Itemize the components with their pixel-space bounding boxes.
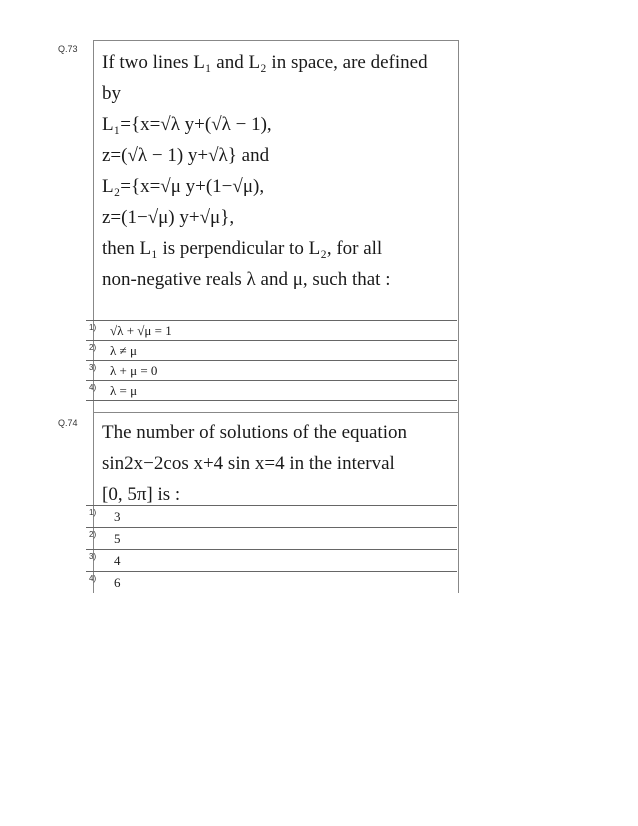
question-line: non-negative reals λ and μ, such that : [102, 269, 391, 290]
question-text [94, 41, 458, 299]
option-number: 3) [89, 552, 97, 561]
option-text: λ + μ = 0 [110, 363, 158, 378]
option-number: 2) [89, 343, 97, 352]
option-row[interactable] [86, 571, 457, 593]
option-number: 4) [89, 574, 97, 583]
question-text [94, 413, 458, 514]
option-text: 5 [114, 531, 121, 546]
question-line: by [102, 83, 121, 104]
option-text: λ ≠ μ [110, 343, 137, 358]
option-row[interactable] [86, 505, 457, 528]
question-line: sin2x−2cos x+4 sin x=4 in the interval [102, 453, 395, 474]
question-line: L₁={x=√λ y+(√λ − 1), [102, 114, 272, 135]
option-number: 3) [89, 363, 97, 372]
option-row[interactable] [86, 320, 457, 341]
question-line: z=(√λ − 1) y+√λ} and [102, 145, 270, 166]
option-text: √λ + √μ = 1 [110, 323, 172, 338]
question-line: then L₁ is perpendicular to L₂, for all [102, 238, 383, 259]
question-line: The number of solutions of the equation [102, 422, 407, 443]
option-text: 4 [114, 553, 121, 568]
question-number: Q.73 [58, 44, 78, 54]
options-list [86, 505, 457, 593]
question-line: [0, 5π] is : [102, 484, 181, 505]
option-number: 1) [89, 508, 97, 517]
option-row[interactable] [86, 380, 457, 401]
option-row[interactable] [86, 360, 457, 381]
option-number: 1) [89, 323, 97, 332]
option-text: λ = μ [110, 383, 138, 398]
option-row[interactable] [86, 527, 457, 550]
option-row[interactable] [86, 549, 457, 572]
question-line: z=(1−√μ) y+√μ}, [102, 207, 235, 228]
options-list [86, 320, 457, 401]
option-number: 2) [89, 530, 97, 539]
option-number: 4) [89, 383, 97, 392]
option-text: 3 [114, 509, 121, 524]
question-number: Q.74 [58, 418, 78, 428]
question-line: L₂={x=√μ y+(1−√μ), [102, 176, 265, 197]
question-line: If two lines L₁ and L₂ in space, are defined [102, 52, 428, 73]
option-row[interactable] [86, 340, 457, 361]
option-text: 6 [114, 575, 121, 590]
